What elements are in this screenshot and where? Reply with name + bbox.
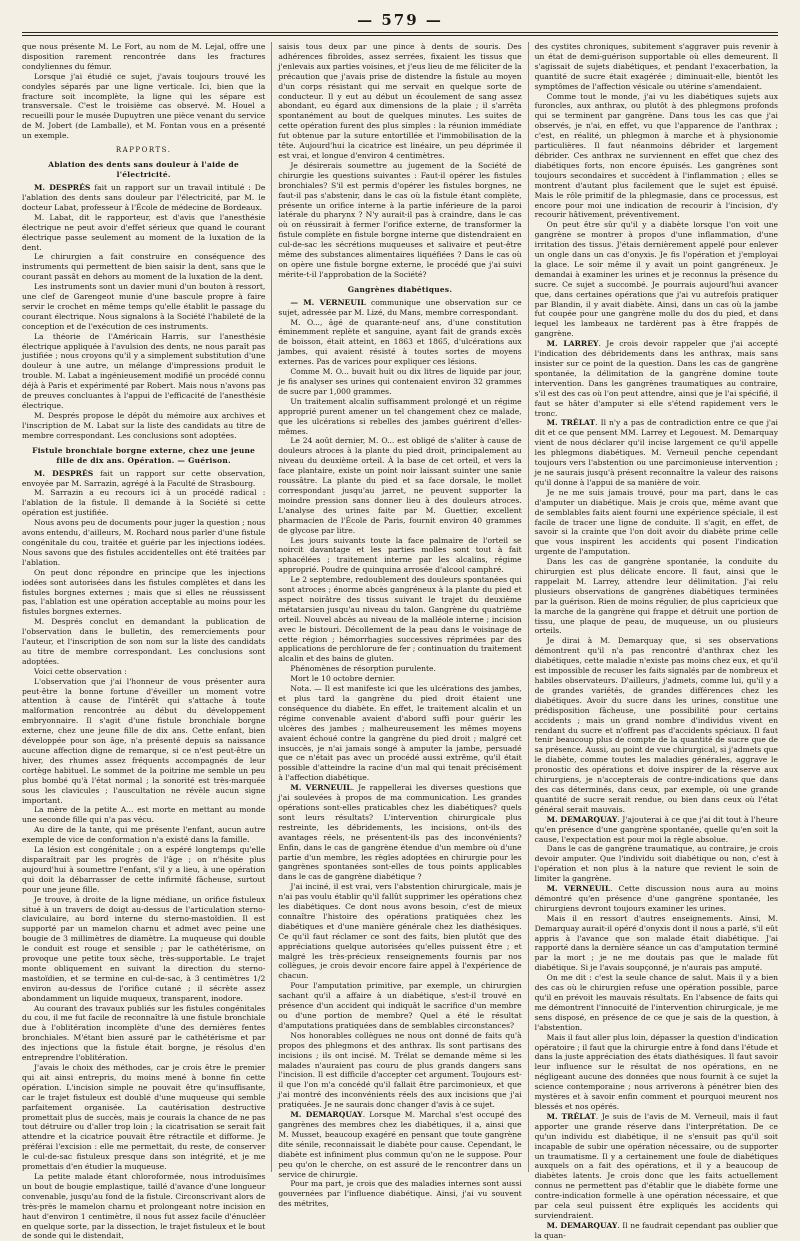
paragraph [278,1110,521,1179]
section-heading: Gangrènes diabétiques. [347,284,453,294]
paragraph-text: La théorie de l'Américain Harris, sur l'anesthésie électrique appliquée à l'avulsion des dents, ne nous paraît pas justifiée ; nous croyons qu'il y a simplement substitution d'une douleur à une autre, un mélange d'impressions produit le trouble. M. Labat a ingénieusement modifié un procédé connu déjà à Paris et expérimenté par Robert. Mais nous n'avons pas de preuves concluantes à l'appui de l'efficacité de l'anesthésie électrique. [22,331,266,410]
paragraph [22,895,265,1004]
paragraph [278,981,521,1031]
paragraph [535,557,778,636]
column-middle [278,42,522,1209]
paragraph [278,42,521,161]
paragraph [278,664,521,674]
paragraph [22,617,265,667]
speaker-name: M. VERNEUIL [546,884,611,894]
paragraph-text: Mais il en ressort d'autres enseignements. Ainsi, M. Demarquay aurait-il opéré d'onyxis dont il nous a parlé, s'il eût appris à l'avance que son malade était diabétique. J'ai rapporté dans la dernière séance un cas d'amputation terminé par la mort ; je ne me doutais pas que le malade fût diabétique. Si je l'avais soupçonné, je n'aurais pas amputé. [534,913,778,973]
paragraph-text: Nota. — Il est manifeste ici que les ulcérations des jambes, et plus tard la gangrène du pied droit étaient une conséquence du diabète. En effet, le traitement alcalin et un régime convenable avaient d'abord suffi pour guérir les ulcères des jambes ; malheureusement les mêmes moyens avaient échoué contre la gangrène du pied droit ; malgré cet insuccès, je n'ai jamais songé à amputer la jambe, persuadé que ce n'était pas avec un procédé aussi extrême, qu'il était possible d'atteindre la racine d'un mal qui tenait précisément à l'affection diabétique. [278,684,522,783]
paragraph-text: Un traitement alcalin suffisamment prolongé et un régime approprié purent amener un tel changement chez ce malade, que les ulcérations si rebelles des jambes guérirent d'elles-mêmes. [278,396,522,436]
speaker-name: M. TRÉLAT [546,1111,596,1121]
paragraph-text: fait un rapport sur un travail intitulé : De l'ablation des dents sans douleur par l'électricité, par M. le docteur Labat, professeur à l'École de médecine de Bordeaux. [22,183,266,212]
paragraph [278,536,521,576]
paragraph-text: . Cette discussion nous aura au moins démontré qu'en présence d'une gangrène spontanée, les chirurgiens devront toujours examiner les urines. [534,884,778,913]
paragraph-text: fait un rapport sur cette observation, envoyée par M. Sarrazin, agrégé à la Faculté de Strasbourg. [22,468,266,488]
paragraph [22,488,265,518]
paragraph [535,42,778,92]
section-heading: Fistule bronchiale borgne externe, chez une jeune fille de dix ans. Opération. — Guérison. [32,445,256,465]
speaker-name: M. LARREY [546,339,599,349]
paragraph [22,252,265,282]
paragraph-text: M. O..., âgé de quarante-neuf ans, d'une constitution éminemment replète et sanguine, ayant fait de grands excès de boisson, était atteint, en 1863 et 1865, d'ulcérations aux jambes, qui avaient résisté à toutes sortes de moyens externes. Pas de varices pour expliquer ces lésions. [278,317,522,367]
paragraph-text: . J'ajouterai à ce que j'ai dit tout à l'heure qu'en présence d'une gangrène spontanée, quelle qu'en soit la cause, l'expectation est pour moi la règle absolue. [534,814,778,844]
speaker-name: M. DEMARQUAY [290,1110,363,1120]
paragraph [535,844,778,884]
paragraph-text: Lorsque j'ai étudié ce sujet, j'avais toujours trouvé les condyles séparés par une ligne verticale. Ici, bien que la fracture soit incomplète, la ligne qui les sépare est transversale. C'est le troisième cas observé. M. Houel a recueilli pour le musée Dupuytren une pièce venant du service de M. Jobert (de Lamballe), et M. Fontan vous en a présenté un exemple. [22,71,266,141]
paragraph-text: Nos honorables collègues ne nous ont donné de faits qu'à propos des phlegmons et des anthrax. Ils sont partisans des incisions ; ils ont incisé. M. Trélat se demande même si les malades n'auraient pas couru de plus grands dangers sans l'incision. Il est difficile d'accepter cet argument. Toujours est-il que l'on m'a concédé qu'il fallait être parcimonieux, et que j'ai montré des inconvénients réels des aux incisions que j'ai pratiquées. Je ne saurais donc changer d'avis à ce sujet. [278,1030,522,1110]
paragraph [278,436,521,535]
paragraph-text: Comme tout le monde, j'ai vu les diabétiques sujets aux furoncles, aux anthrax, ou plutôt à des phlegmons profonds qui se terminent par gangrène. Dans tous les cas que j'ai observés, je n'ai, en effet, vu que l'apparence de l'anthrax ; c'est, en réalité, un phlegmon à marche et à physionomie particulières. Il faut néanmoins débrider et largement débrider. Ces anthrax ne surviennent en effet que chez des diabétiques forts, non encore épuisés. Les gangrènes sont toujours secondaires et succèdent à l'inflammation ; elles se montrent d'autant plus facilement que le sujet est épuisé. Mais le rôle primitif de la phlegmasie, dans ce processus, est encore pour moi une indication de recourir à l'incision, d'y recourir hâtivement, préventivement. [534,91,778,220]
section-heading: Ablation des dents sans douleur à l'aide de l'électricité. [48,160,240,180]
paragraph [278,575,521,664]
paragraph-text: Je désirerais soumettre au jugement de la Société de chirurgie les questions suivantes : Faut-il opérer les fistules bronchiales? S'il est permis d'opérer les fistules borgnes, ne faut-il pas s'abstenir, dans le cas où la fistule étant complète, présente un orifice interne à la partie inférieure de la paroi latérale du pharynx ? N'y aurait-il pas à craindre, dans le cas où on réussirait à fermer l'orifice externe, de transformer la fistule complète en fistule borgne interne que distendraient en cul-de-sac les sécrétions muqueuses et salivaire et peut-être même des substances alimentaires liquéfiées ? Dans le cas où on opère une fistule borgne externe, le procédé que j'ai suivi mérite-t-il l'approbation de la Société? [278,160,522,279]
paragraph-text: On peut être sûr qu'il y a diabète lorsque l'on voit une gangrène se montrer à propos d'une inflammation, d'une irritation des tissus. J'étais dernièrement appelé pour enlever un ongle dans un cas d'onyxis. Je fis l'opération et j'employai la glace. Le soir même il y avait un point gangréneux. Je demandai à examiner les urines et je reconnus la présence du sucre. Ce sujet a succombé. Je pourrais aujourd'hui avancer que, dans certaines opérations que j'ai vu autrefois pratiquer par Blandin, il y avait diabète. Ainsi, dans un cas où la jambe fut coupée pour une gangrène molle du dos du pied, et dans lequel les lambeaux ne tardèrent pas à être frappés de gangrène. [534,220,778,339]
paragraph-text: M. Labat, dit le rapporteur, est d'avis que l'anesthésie électrique ne peut avoir d'effet sérieux que quand le courant électrique passe seulement au moment de la luxation de la dent. [22,212,266,252]
paragraph [535,1221,778,1241]
paragraph [278,674,521,684]
paragraph-text: saisis tous deux par une pince à dents de souris. Des adhérences fibroïdes, assez serrées, fixaient les tissus que j'enlevais aux parties voisines, et j'eus lieu de me féliciter de la précaution que j'avais prise de distendre la fistule au moyen d'un corps résistant qui me servait en quelque sorte de conducteur. Il y eut au début un écoulement de sang assez abondant, eu égard aux dimensions de la plaie ; il s'arrêta spontanément au bout de quelques minutes. Les suites de cette opération furent des plus simples : la réunion immédiate fut obtenue par la suture entortillée et l'immobilisation de la tête. Aujourd'hui la cicatrice est linéaire, un peu déprimée il est vrai, et longue d'environ 4 centimètres. [278,42,522,160]
paragraph-text: . Lorsque M. Marchal s'est occupé des gangrènes des membres chez les diabétiques, il a, ainsi que M. Musset, beaucoup exagéré en pensant que toute gangrène dite sénile, reconnaissait le diabète pour cause. Cependant, le diabète est infiniment plus commun qu'on ne le suppose. Pour peu qu'on le cherche, on est assuré de le rencontrer dans un service de chirurgie. [278,1110,522,1179]
paragraph [22,568,265,618]
paragraph [278,298,521,318]
speaker-name: M. DESPRÉS [34,183,91,193]
paragraph [22,845,265,895]
paragraph [535,418,778,487]
paragraph [278,161,521,280]
paragraph [278,783,521,882]
paragraph [278,1179,521,1209]
paragraph-text: Phénomènes de résorption purulente. [290,664,436,674]
paragraph-text: La lésion est congénitale ; on a espéré longtemps qu'elle disparaîtrait par les progrès de l'âge ; on n'hésite plus aujourd'hui à soumettre l'enfant, s'il y a lieu, à une opération qui doit la débarrasser de cette infirmité fâcheuse, surtout pour une jeune fille. [22,845,266,894]
paragraph [535,92,778,221]
paragraph-text: Les instruments sont un davier muni d'un bouton à ressort, une clef de Garengeot munie d'une bascule propre à faire servir le crochet en même temps qu'elle établit le passage du courant électrique. Nous signalons à la Société l'habileté de la conception et de l'exécution de ces instruments. [22,282,266,331]
paragraph [278,397,521,437]
paragraph-text: L'observation que j'ai l'honneur de vous présenter aura peut-être la bonne fortune d'éveiller un moment votre attention à cause de l'intérêt qui s'attache à toute malformation rencontrée au début du développement embryonnaire. Il s'agit d'une fistule bronchiale borgne externe, chez une jeune fille de dix ans. Cette enfant, bien développée pour son âge, n'a présenté depuis sa naissance aucune affection digne de remarque, si ce n'est peut-être un hiver, des rhumes assez fréquents accompagnés de leur cortège habituel. Le sommet de la poitrine me semble un peu plus bombé qu'à l'état normal ; la sonorité est très-marquée sous les clavicules ; l'auscultation ne révèle aucun signe important. [22,676,266,805]
paragraph-text: On me dit : c'est la seule chance de salut. Mais il y a bien des cas où le chirurgien refuse une opération possible, parce qu'il en prévoit les mauvais résultats. En l'absence de faits qui me démontrent l'innocuité de l'intervention chirurgicale, je me sens disposé, en présence de ce que je sais de la question, à l'abstention. [534,973,778,1032]
paragraph [278,882,521,981]
paragraph [22,825,265,845]
paragraph-text: . Il n'y a pas de contradiction entre ce que j'ai dit et ce que pensent MM. Larrey et Legouest. M. Demarquay vient de nous déclarer qu'il incise largement ce qu'il appelle les phlegmons diabétiques. M. Verneuil penche cependant toujours vers l'abstention ou une parcimonieuse intervention ; je ne saurais jusqu'à présent reconnaître la valeur des raisons qu'il donne à l'appui de sa manière de voir. [534,418,778,487]
paragraph-text: . Je suis de l'avis de M. Verneuil, mais il faut apporter une grande réserve dans l'interprétation. De ce qu'un individu est diabétique, il ne s'ensuit pas qu'il soit incapable de subir une opération nécessaire, ou de supporter un traumatisme. Il y a certainement une foule de diabétiques auxquels on a fait des opérations, et il y a beaucoup de diabètes latents. Je crois donc que les faits actuellement connus ne permettent pas d'établir que le diabète forme une contre-indication formelle à une opération nécessaire, et que par cela seul puissent être expliqués les accidents qui surviendraient. [534,1111,778,1220]
paragraph [278,367,521,397]
paragraph-text: La mère de la petite A... est morte en mettant au monde une seconde fille qui n'a pas vécu. [22,805,266,825]
column-right [534,42,778,1240]
speaker-name: M. DEMARQUAY [546,814,618,824]
speaker-name: M. TRÉLAT [546,418,596,428]
paragraph-text: Mais il faut aller plus loin, dépasser la question d'indication opératoire ; il faut que la chirurgie entre à fond dans l'étude et dans la juste appréciation des états diathésiques. Il faut savoir leur influence sur le résultat de nos opérations, en ne négligeant aucune des données que nous fournit à ce sujet la science contemporaine ; nous arriverons à pénétrer bien des mystères et à savoir enfin comment et pourquoi meurent nos blessés et nos opérés. [534,1032,778,1111]
paragraph-text: Le 2 septembre, redoublement des douleurs spontanées qui sont atroces ; énorme abcès gangréneux à la plante du pied et aspect noirâtre des tissus suivant le trajet du deuxième métatarsien jusqu'au niveau du talon. Gangrène du quatrième orteil. Nouvel abcès au niveau de la malléole interne ; incision avec le bistouri. Décollement de la peau dans le voisinage de cette région ; hémorrhagies successives réprimées par des applications de perchlorure de fer ; continuation du traitement alcalin et des bains de gluten. [278,575,522,664]
paragraph-text: J'ai inciné, il est vrai, vers l'abstention chirurgicale, mais je n'ai pas voulu établir qu'il fallût supprimer les opérations chez les diabétiques. Ce dont nous avons besoin, c'est de mieux connaître l'histoire des opérations pratiquées chez les diabétiques et d'une manière générale chez les diathésiques. Ce qu'il faut réclamer ce sont des faits, bien plutôt que des appréciations quelque autorisées qu'elles puissent être ; et malgré les très-précieux renseignements fournis par nos collègues, je crois devoir encore faire appel à l'expérience de chacun. [278,882,522,981]
speaker-name: M. DEMARQUAY [546,1220,618,1230]
paragraph-text: On peut donc répondre en principe que les injections iodées sont autorisées dans les fistules complètes et dans les fistules borgnes externes ; mais que si elles ne réussissent pas, l'ablation est une opération acceptable au moins pour les fistules borgnes externes. [22,567,266,617]
paragraph-text: Dans les cas de gangrène spontanée, la conduite du chirurgien est plus délicate encore. Il faut, ainsi que le rappelait M. Larrey, attendre leur délimitation. J'ai relu plusieurs observations de gangrènes diabétiques terminées par la guérison. Rien de moins régulier, de plus capricieux que la marche de la gangrène qui frappe et détruit une portion de tissu, une plaque de peau, de muqueuse, un ou plusieurs orteils. [534,557,778,636]
paragraph [535,1033,778,1112]
paragraph-text: communique une observation sur ce sujet, adressée par M. Lizé, du Mans, membre correspondant. [278,297,522,317]
paragraph-text: Au courant des travaux publiés sur les fistules congénitales du cou, il me fut facile de reconnaître là une fistule bronchiale due à l'oblitération incomplète d'une des dernières fentes bronchiales. M'étant bien assuré par le cathétérisme et par des injections que la fistule était borgne, je résolus d'en entreprendre l'oblitération. [22,1003,266,1063]
paragraph [535,815,778,845]
paragraph [22,1063,265,1172]
paragraph-text: . Il ne faudrait cependant pas oublier que la quan- [534,1220,778,1240]
paragraph [535,884,778,914]
paragraph [535,339,778,418]
paragraph [22,213,265,253]
paragraph [535,636,778,814]
paragraph-text: Je dirai à M. Demarquay que, si ses observations démontrent qu'il n'a pas rencontré d'anthrax chez les diabétiques, cette maladie n'existe pas moins chez eux, et qu'il est impossible de recuser les faits signalés par de nombreux et habiles observateurs. D'ailleurs, j'admets, comme lui, qu'il y a de grandes variétés, de grandes différences chez les diabétiques. Avoir du sucre dans les urines, constitue une prédisposition fâcheuse, une possibilité pour certains accidents ; mais un grand nombre d'individus vivent en rendant du sucre et n'offrent pas d'accidents spéciaux. Il faut tenir beaucoup plus de compte de la quantité de sucre que de sa présence. Aussi, au point de vue chirurgical, si j'admets que le diabète, comme toutes les maladies générales, aggrave le pronostic des opérations et doive inspirer de la réserve aux chirurgiens, je n'accepterais de contre-indications que dans des cas déterminés, dans ceux, par exemple, où une grande quantité de sucre serait rendue, ou bien dans ceux où l'état général serait mauvais. [534,636,778,814]
paragraph-text: . Je crois devoir rappeler que j'ai accepté l'indication des débridements dans les anthrax, mais sans insister sur ce point de la question. Dans les cas de gangrène spontanée, la délimitation de la gangrène domine toute intervention. Dans les gangrènes traumatiques au contraire, s'il est des cas où l'on peut attendre, ainsi que je l'ai spécifié, il faut se hâter d'amputer si elle s'étend rapidement vers le tronc. [534,339,778,418]
column-left [22,42,266,1241]
paragraph-text: Voici cette observation : [34,666,127,676]
paragraph-text: Dans le cas de gangrène traumatique, au contraire, je crois devoir amputer. Que l'individu soit diabétique ou non, c'est à l'opération et non plus à la nature que revient le soin de limiter la gangrène. [534,844,778,884]
paragraph-text: Pour ma part, je crois que des maladies internes sont aussi gouvernées par l'influence diabétique. Ainsi, j'ai vu souvent des métrites, [278,1179,522,1209]
paragraph [22,1172,265,1241]
paragraph [22,667,265,677]
section-label: RAPPORTS. [115,146,172,155]
speaker-name: M. VERNEUIL [290,783,352,793]
paragraph-text: Pour l'amputation primitive, par exemple, un chirurgien sachant qu'il a affaire à un diabétique, s'est-il trouvé en présence d'un accident qui indiquât le sacrifice d'un membre ou d'une portion de membre? Quel a été le résultat d'amputations pratiquées dans de semblables circonstances? [278,981,522,1030]
paragraph [22,332,265,411]
paragraph-text: Comme M. O... buvait huit ou dix litres de liquide par jour, je fis analyser ses urines qui contenaient environ 32 grammes de sucre par 1,000 grammes. [278,367,522,396]
paragraph-text: Je trouve, à droite de la ligne médiane, un orifice fistuleux situé à un travers de doigt au-dessus de l'articulation sterno-claviculaire, au bord interne du sterno-mastoïdien. Il est supporté par un mamelon charnu et admet avec peine une bougie de 3 millimètres de diamètre. La muqueuse qui double le conduit est rouge et sensible ; par le cathétérisme, on provoque une petite toux sèche, très-supportable. Le trajet monte obliquement en suivant la direction du sterno-mastoïdien, et se termine en cul-de-sac, à 3 centimètres 1/2 environ au-dessus de l'orifice cutané ; il sécrète assez abondamment un liquide muqueux, transparent, inodore. [22,894,266,1003]
paragraph-text: Mort le 10 octobre dernier. [290,674,396,684]
paragraph [22,805,265,825]
paragraph [278,1031,521,1110]
paragraph [535,220,778,339]
paragraph-text: M. Sarrazin a eu recours ici à un procédé radical : l'ablation de la fistule. Il demande à la Société si cette opération est justifiée. [22,488,266,518]
paragraph-text: Le 24 août dernier, M. O... est obligé de s'aliter à cause de douleurs atroces à la plante du pied droit, principalement au niveau du deuxième orteil. À la base de cet orteil, et vers la face plantaire, existe un point noir laissant suinter une sanie roussâtre. La plante du pied et sa face dorsale, le mollet correspondant jusqu'au jarret, ne peuvent supporter la moindre pression sans donner lieu à des douleurs atroces. L'analyse des urines faite par M. Guettier, excellent pharmacien de l'École de Paris, fournit environ 40 grammes de glycose par litre. [278,436,522,535]
speaker-name: — M. VERNEUIL [290,297,366,307]
paragraph-text: des cystites chroniques, subitement s'aggraver puis revenir à un état de demi-guérison supportable où elles demeurent. Il s'agissait de sujets diabétiques, et pendant l'exacerbation, la quantité de sucre était exagérée ; diminuait-elle, bientôt les symptômes de l'affection vésicale ou utérine s'amendaient. [534,42,778,91]
paragraph-text: Nous avons peu de documents pour juger la question ; nous avons entendu, d'ailleurs, M. Rochard nous parler d'une fistule congénitale du cou, traitée et guérie par les injections iodées. Nous savons que des fistules accidentelles ont été traitées par l'ablation. [22,518,266,567]
paragraph-text: Le chirurgien a fait construire en conséquence des instruments qui permettent de bien saisir la dent, sans que le courant passât en dehors au moment de la luxation de la dent. [22,252,266,282]
paragraph-text: Au dire de la tante, qui me présente l'enfant, aucun autre exemple de vice de conformation n'a existé dans la famille. [22,825,266,845]
paragraph [22,411,265,441]
paragraph-text: que nous présente M. Le Fort, au nom de M. Lejal, offre une disposition rarement rencontrée dans les fractures condyliennes du fémur. [22,42,266,71]
paragraph-text: Je ne me suis jamais trouvé, pour ma part, dans le cas d'amputer un diabétique. Mais je crois que, même avant que de semblables faits aient fourni une expérience spéciale, il est facile de tracer une ligne de conduite. Il s'agit, en effet, de savoir si la crainte que l'on doit avoir du diabète prime celle que vous inspirent les accidents qui posent l'indication urgente de l'amputation. [534,487,778,557]
paragraph [22,183,265,213]
paragraph [278,684,521,783]
paragraph [535,973,778,1032]
paragraph [535,488,778,557]
paragraph [22,282,265,332]
paragraph-text: La petite malade étant chloroformée, nous introduisîmes un bout de bougie emplastique, taillé d'avance d'une longueur convenable, jusqu'au fond de la fistule. Circonscrivant alors de très-près le mamelon charnu et prolongeant notre incision en haut d'environ 1 centimètre, il nous fut assez facile d'énucléer en quelque sorte, par la dissection, le trajet fistuleux et le bout de sonde qui le distendait, [22,1171,266,1241]
paragraph-text: . Je rappellerai les diverses questions que j'ai soulevées à propos de ma communication. Les grandes opérations sont-elles praticables chez les diabétiques? quels sont leurs résultats? L'intervention chirurgicale plus restreinte, les débridements, les incisions, ont-ils des avantages réels, ne présentent-ils pas des inconvénients? Enfin, dans le cas de gangrène étendue d'un membre où d'une partie d'un membre, les règles adoptées en chirurgie pour les gangrènes spontanées sont-elles de tous points applicables dans le cas de gangrène diabétique ? [278,783,522,882]
paragraph [22,518,265,568]
paragraph [22,42,265,72]
paragraph-text: M. Després conclut en demandant la publication de l'observation dans le bulletin, des remerciements pour l'auteur, et l'inscription de son nom sur la liste des candidats au titre de membre correspondant. Les conclusions sont adoptées. [22,617,266,666]
paragraph [278,318,521,368]
paragraph [22,72,265,141]
paragraph [535,1112,778,1221]
text-columns [22,42,778,1241]
paragraph [535,914,778,973]
paragraph [22,469,265,489]
paragraph-text: Les jours suivants toute la face palmaire de l'orteil se noircit davantage et les parties molles sont tout à fait sphacélées ; traitement interne par les alcalins, régime approprié. Poudre de quinquina arrosée d'alcool camphré. [278,535,522,575]
paragraph [22,1004,265,1063]
speaker-name: M. DESPRÉS [34,468,94,478]
header-rule [22,32,778,36]
paragraph [22,677,265,806]
paragraph-text: J'avais le choix des méthodes, car je crois être le premier qui ait ainsi entrepris, du moins mené à bonne fin cette opération. L'incision simple ne pouvait être qu'insuffisante, car le trajet fistuleux est doublé d'une muqueuse qui semble parfaitement organisée. La cautérisation destructive promettait plus de succès, mais je courais la chance de ne pas tout détruire ou d'aller trop loin ; la cicatrisation se serait fait attendre et la cicatrice pouvait être rétractile et difforme. Je préférai l'excision : elle me permettait, du reste, de conserver le cul-de-sac fistuleux presque dans son intégrité, et je me promettais d'en étudier la muqueuse. [22,1063,266,1172]
page-number: — 579 — [357,11,443,29]
paragraph-text: M. Després propose le dépôt du mémoire aux archives et l'inscription de M. Labat sur la liste des candidats au titre de membre correspondant. Les conclusions sont adoptées. [22,410,266,440]
